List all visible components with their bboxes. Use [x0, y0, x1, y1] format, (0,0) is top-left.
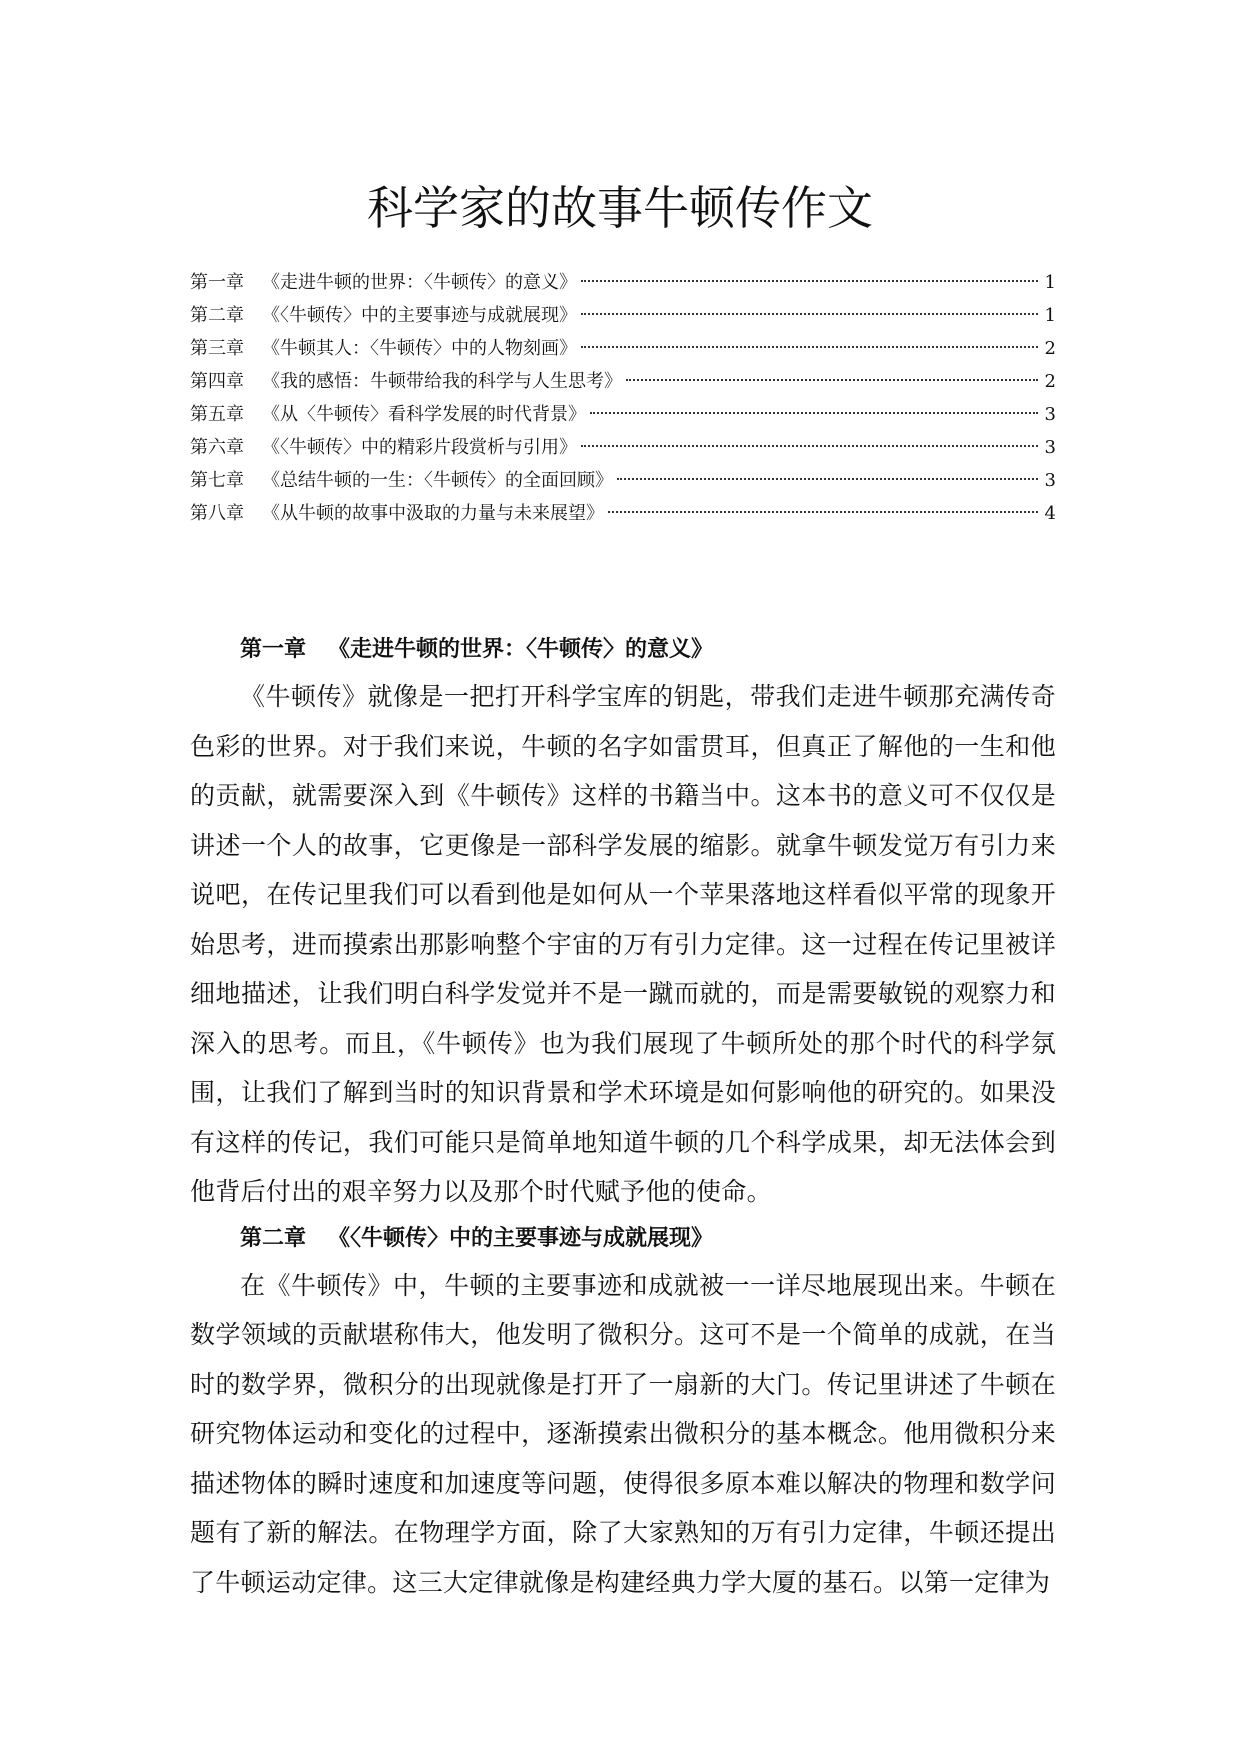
toc-entry[interactable]: [190, 266, 1056, 299]
toc-leader-dots: [581, 346, 1038, 348]
chapter-heading-number: 第一章: [240, 637, 307, 662]
toc-page-number: 3: [1044, 470, 1056, 491]
toc-leader-dots: [581, 313, 1038, 315]
chapter-heading: [190, 628, 1056, 672]
toc-entry[interactable]: [190, 497, 1056, 530]
toc-chapter-number: 第一章: [190, 272, 244, 293]
chapter-paragraph: 在《牛顿传》中，牛顿的主要事迹和成就被一一详尽地展现出来。牛顿在数学领域的贡献堪称伟大，他发明了微积分。这可不是一个简单的成就，在当时的数学界，微积分的出现就像是打开了一扇新的大门。传记里讲述了牛顿在研究物体运动和变化的过程中，逐渐摸索出微积分的基本概念。他用微积分来描述物体的瞬时速度和加速度等问题，使得很多原本难以解决的物理和数学问题有了新的解法。在物理学方面，除了大家熟知的万有引力定律，牛顿还提出了牛顿运动定律。这三大定律就像是构建经典力学大厦的基石。以第一定律为: [190, 1270, 1056, 1597]
toc-chapter-number: 第四章: [190, 371, 244, 392]
toc-leader-dots: [581, 445, 1038, 447]
chapter-heading: [190, 1217, 1056, 1261]
toc-chapter-number: 第二章: [190, 305, 244, 326]
table-of-contents: [190, 266, 1056, 530]
toc-leader-dots: [581, 280, 1038, 282]
toc-chapter-title: 《我的感悟：牛顿带给我的科学与人生思考》: [262, 371, 622, 392]
toc-entry[interactable]: [190, 398, 1056, 431]
toc-leader-dots: [626, 379, 1038, 381]
toc-leader-dots: [590, 412, 1038, 414]
toc-chapter-number: 第五章: [190, 404, 244, 425]
toc-chapter-number: 第七章: [190, 470, 244, 491]
toc-page-number: 3: [1044, 404, 1056, 425]
toc-chapter-number: 第三章: [190, 338, 244, 359]
toc-page-number: 2: [1044, 371, 1056, 392]
toc-entry[interactable]: [190, 431, 1056, 464]
toc-page-number: 1: [1044, 305, 1056, 326]
toc-page-number: 2: [1044, 338, 1056, 359]
toc-entry[interactable]: [190, 464, 1056, 497]
toc-chapter-title: 《从牛顿的故事中汲取的力量与未来展望》: [262, 503, 604, 524]
toc-leader-dots: [617, 478, 1038, 480]
toc-chapter-number: 第六章: [190, 437, 244, 458]
toc-chapter-title: 《从〈牛顿传〉看科学发展的时代背景》: [262, 404, 586, 425]
toc-leader-dots: [608, 511, 1038, 513]
document-body: [190, 628, 1056, 1607]
toc-chapter-title: 《〈牛顿传〉中的精彩片段赏析与引用》: [262, 437, 577, 458]
toc-page-number: 1: [1044, 272, 1056, 293]
chapter-heading-title: 《走进牛顿的世界：〈牛顿传〉的意义》: [328, 637, 714, 662]
toc-chapter-number: 第八章: [190, 503, 244, 524]
toc-chapter-title: 《走进牛顿的世界：〈牛顿传〉的意义》: [262, 272, 577, 293]
toc-entry[interactable]: [190, 299, 1056, 332]
toc-chapter-title: 《牛顿其人：〈牛顿传〉中的人物刻画》: [262, 338, 577, 359]
toc-page-number: 4: [1044, 503, 1056, 524]
toc-chapter-title: 《〈牛顿传〉中的主要事迹与成就展现》: [262, 305, 577, 326]
document-title: 科学家的故事牛顿传作文: [367, 181, 873, 235]
toc-chapter-title: 《总结牛顿的一生：〈牛顿传〉的全面回顾》: [262, 470, 613, 491]
chapter-paragraph: 《牛顿传》就像是一把打开科学宝库的钥匙，带我们走进牛顿那充满传奇色彩的世界。对于我们来说，牛顿的名字如雷贯耳，但真正了解他的一生和他的贡献，就需要深入到《牛顿传》这样的书籍当中。这本书的意义可不仅仅是讲述一个人的故事，它更像是一部科学发展的缩影。就拿牛顿发觉万有引力来说吧，在传记里我们可以看到他是如何从一个苹果落地这样看似平常的现象开始思考，进而摸索出那影响整个宇宙的万有引力定律。这一过程在传记里被详细地描述，让我们明白科学发觉并不是一蹴而就的，而是需要敏锐的观察力和深入的思考。而且，《牛顿传》也为我们展现了牛顿所处的那个时代的科学氛围，让我们了解到当时的知识背景和学术环境是如何影响他的研究的。如果没有这样的传记，我们可能只是简单地知道牛顿的几个科学成果，却无法体会到他背后付出的艰辛努力以及那个时代赋予他的使命。: [190, 682, 1056, 1206]
toc-entry[interactable]: [190, 332, 1056, 365]
toc-page-number: 3: [1044, 437, 1056, 458]
chapter-heading-title: 《〈牛顿传〉中的主要事迹与成就展现》: [328, 1225, 714, 1251]
toc-entry[interactable]: [190, 365, 1056, 398]
chapter-heading-number: 第二章: [240, 1225, 307, 1251]
